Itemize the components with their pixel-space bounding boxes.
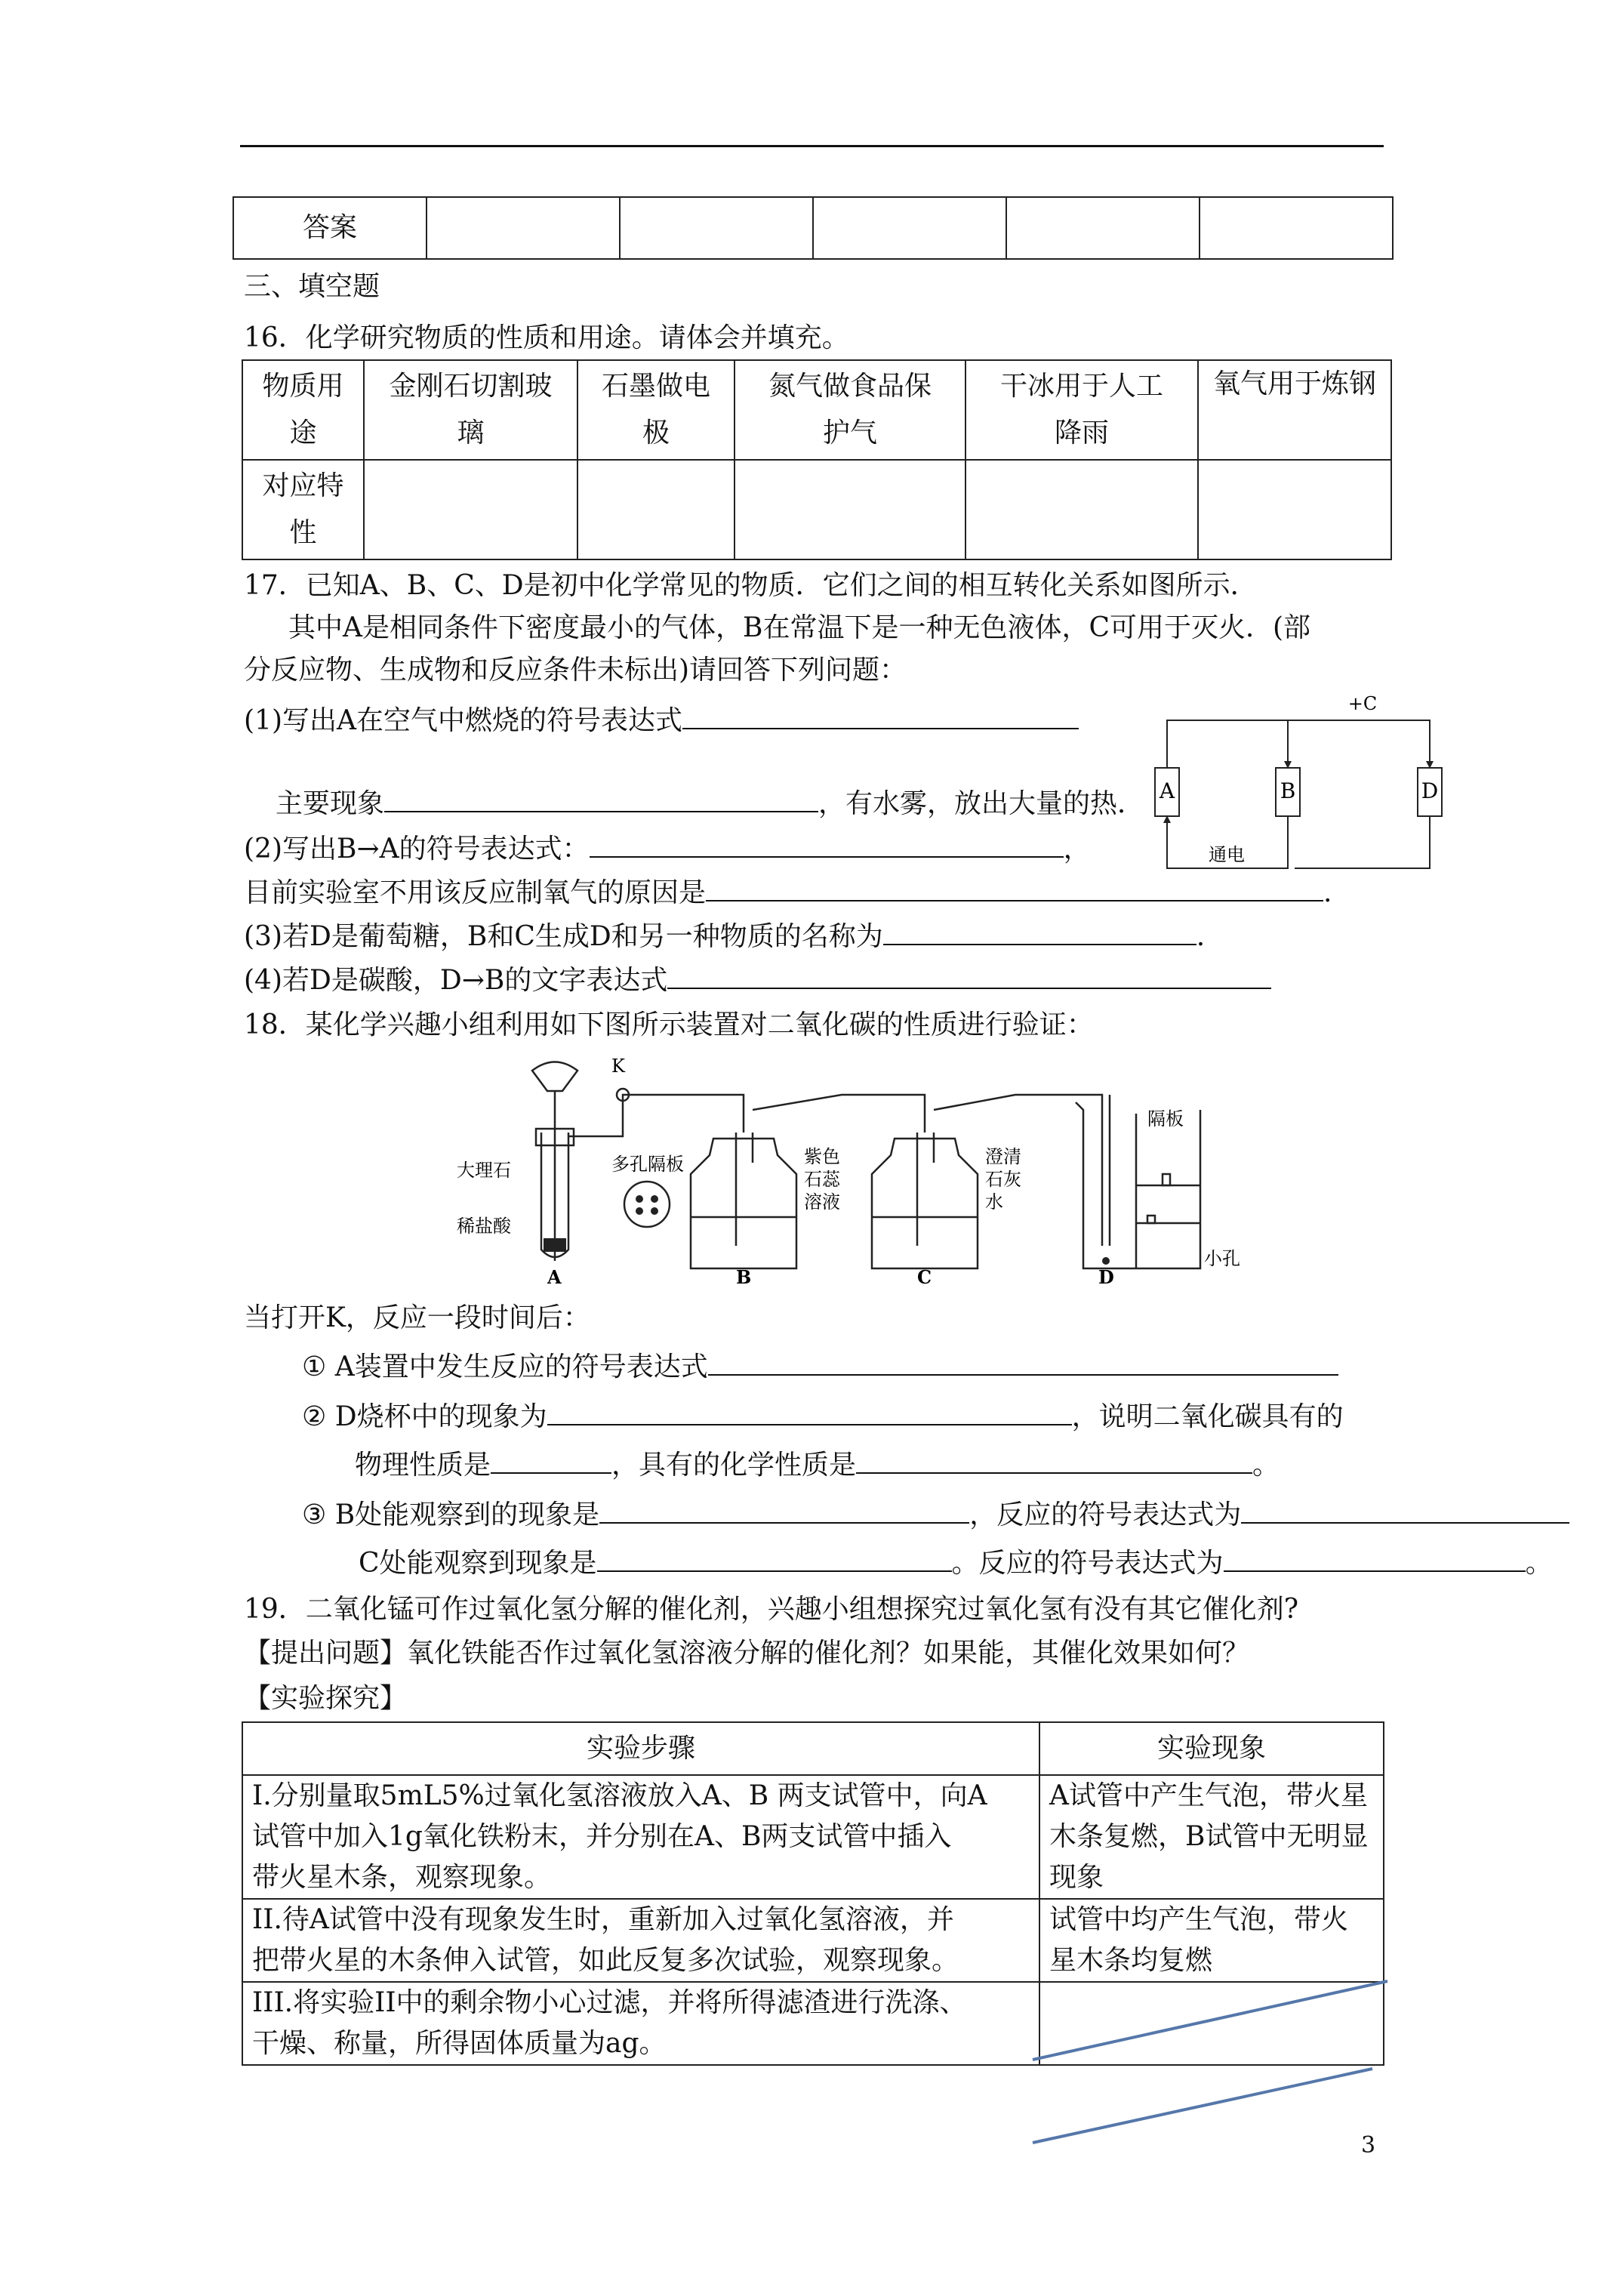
label-acid: 稀盐酸 [457, 1216, 511, 1237]
step-2: II.待A试管中没有现象发生时，重新加入过氧化氢溶液，并 把带火星的木条伸入试管，如此反复多次试验，观察现象。 [242, 1899, 1039, 1982]
q16-table [242, 359, 1392, 560]
q17-part3: (3)若D是葡萄糖，B和C生成D和另一种物质的名称为 . [244, 918, 1205, 955]
q17-part1b: 主要现象 ，有水雾，放出大量的热． [276, 785, 1144, 822]
q16-use-1: 金刚石切割玻 璃 [364, 360, 577, 460]
label-lime-3: 水 [985, 1191, 1003, 1213]
answer-blank[interactable] [547, 1398, 1072, 1425]
q18-stem: 18．某化学兴趣小组利用如下图所示装置对二氧化碳的性质进行验证： [244, 1009, 1094, 1040]
q18-item2: ② D烧杯中的现象为 ，说明二氧化碳具有的 [302, 1398, 1344, 1435]
answer-cell[interactable] [620, 197, 813, 259]
label-litmus-3: 溶液 [804, 1191, 840, 1213]
answer-cell[interactable] [1200, 197, 1393, 259]
phenomenon-2: 试管中均产生气泡，带火 星木条均复燃 [1039, 1899, 1384, 1982]
q17-relation-diagram [1151, 689, 1476, 877]
answer-blank[interactable] [491, 1447, 611, 1474]
answer-label: 答案 [233, 197, 427, 259]
q17-line3: 分反应物、生成物和反应条件未标出)请回答下列问题： [244, 655, 907, 686]
label-lime-2: 石灰 [985, 1169, 1021, 1190]
q17-part1: (1)写出A在空气中燃烧的符号表达式 [244, 702, 1079, 739]
q16-use-5: 氧气用于炼钢 [1198, 360, 1391, 460]
label-d: D [1098, 1266, 1114, 1287]
label-a: A [547, 1266, 562, 1287]
answer-cell[interactable] [813, 197, 1006, 259]
answer-cell[interactable] [1006, 197, 1200, 259]
label-lime-1: 澄清 [985, 1146, 1021, 1167]
label-b: B [1280, 778, 1296, 803]
answer-blank[interactable] [682, 702, 1079, 729]
label-c: C [917, 1266, 932, 1287]
pen-strokes [1027, 1971, 1397, 2152]
q19-stem: 19．二氧化锰可作过氧化氢分解的催化剂，兴趣小组想探究过氧化氢有没有其它催化剂? [244, 1594, 1299, 1625]
label-d: D [1421, 778, 1439, 803]
label-k: K [611, 1056, 625, 1077]
step-3: III.将实验II中的剩余物小心过滤，并将所得滤渣进行洗涤、 干燥、称量，所得固体质量为ag。 [242, 1982, 1039, 2065]
property-cell[interactable] [965, 460, 1198, 559]
answer-blank[interactable] [856, 1447, 1252, 1474]
q17-line2: 其中A是相同条件下密度最小的气体，B在常温下是一种无色液体，C可用于灭火．(部 [288, 612, 1311, 643]
label-plus-c: +C [1347, 693, 1378, 714]
q18-item1: ① A装置中发生反应的符号表达式 [302, 1348, 1338, 1385]
q19-question: 【提出问题】氧化铁能否作过氧化氢溶液分解的催化剂？如果能，其催化效果如何？ [244, 1638, 1250, 1669]
q18-item3b: C处能观察到现象是 。反应的符号表达式为 。 [359, 1545, 1553, 1582]
answer-blank[interactable] [667, 962, 1271, 989]
q19-explore: 【实验探究】 [244, 1683, 408, 1714]
page-number: 3 [1361, 2132, 1376, 2159]
label-partition: 隔板 [1147, 1108, 1184, 1130]
th-phenomenon: 实验现象 [1039, 1722, 1384, 1775]
label-a: A [1159, 778, 1175, 803]
answer-table [233, 196, 1394, 260]
label-porous: 多孔隔板 [611, 1154, 684, 1175]
answer-blank[interactable] [1241, 1496, 1569, 1524]
th-step: 实验步骤 [242, 1722, 1039, 1775]
q18-item3: ③ B处能观察到的现象是 ，反应的符号表达式为 [302, 1496, 1569, 1533]
answer-blank[interactable] [384, 785, 818, 812]
phenomenon-1: A试管中产生气泡，带火星 木条复燃，B试管中无明显 现象 [1039, 1775, 1384, 1899]
label-b: B [736, 1266, 752, 1287]
label-litmus-2: 石蕊 [804, 1169, 840, 1190]
q16-use-3: 氮气做食品保 护气 [735, 360, 965, 460]
answer-blank[interactable] [1224, 1545, 1526, 1572]
property-cell[interactable] [577, 460, 735, 559]
answer-blank[interactable] [590, 831, 1064, 858]
header-rule [240, 145, 1384, 147]
label-litmus-1: 紫色 [804, 1146, 840, 1167]
answer-blank[interactable] [883, 918, 1196, 945]
property-cell[interactable] [735, 460, 965, 559]
q17-part2b: 目前实验室不用该反应制氧气的原因是 . [244, 874, 1332, 911]
q18-apparatus-diagram [442, 1049, 1264, 1287]
q16-use-2: 石墨做电 极 [577, 360, 735, 460]
answer-blank[interactable] [599, 1496, 969, 1524]
answer-cell[interactable] [427, 197, 620, 259]
q18-after: 当打开K，反应一段时间后： [244, 1302, 590, 1333]
section-title: 三、填空题 [244, 271, 380, 302]
q18-item2b: 物理性质是 ，具有的化学性质是 。 [355, 1447, 1280, 1484]
q17-part4: (4)若D是碳酸，D→B的文字表达式 [244, 962, 1271, 999]
q17-part2: (2)写出B→A的符号表达式： ， [244, 831, 1091, 868]
answer-blank[interactable] [706, 874, 1323, 901]
q16-use-4: 干冰用于人工 降雨 [965, 360, 1198, 460]
label-marble: 大理石 [457, 1160, 511, 1181]
step-1: I.分别量取5mL5%过氧化氢溶液放入A、B 两支试管中，向A 试管中加入1g氧化铁粉末，并分别在A、B两支试管中插入 带火星木条，观察现象。 [242, 1775, 1039, 1899]
q16-stem: 16．化学研究物质的性质和用途。请体会并填充。 [244, 322, 849, 353]
answer-blank[interactable] [708, 1348, 1338, 1376]
answer-blank[interactable] [597, 1545, 952, 1572]
property-cell[interactable] [364, 460, 577, 559]
property-cell[interactable] [1198, 460, 1391, 559]
q16-row1-header: 物质用 途 [242, 360, 364, 460]
label-hole: 小孔 [1204, 1248, 1240, 1269]
q17-line1: 17．已知A、B、C、D是初中化学常见的物质．它们之间的相互转化关系如图所示． [244, 570, 1258, 601]
label-electrolysis: 通电 [1209, 844, 1245, 865]
q16-row2-header: 对应特 性 [242, 460, 364, 559]
